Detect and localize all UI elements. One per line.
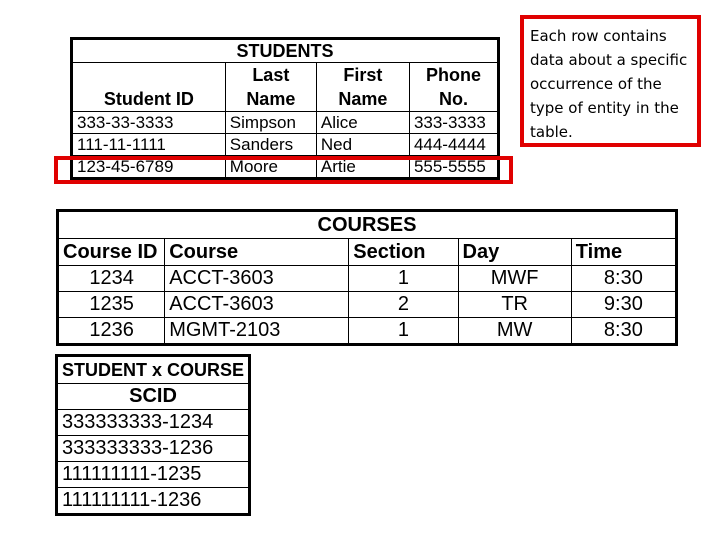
students-header-last-name-text: Last Name (246, 65, 296, 109)
callout-box (520, 15, 701, 147)
section-cell: 1 (349, 318, 458, 345)
courses-title: COURSES (58, 211, 677, 239)
table-row (57, 462, 250, 488)
table-row (57, 488, 250, 515)
students-title: STUDENTS (72, 39, 499, 63)
time-cell: 8:30 (571, 318, 676, 345)
course-id-cell: 1234 (58, 266, 165, 292)
scid-cell: 111111111-1235 (57, 462, 250, 488)
table-row (72, 112, 499, 134)
courses-header-time: Time (571, 239, 676, 266)
first-name-cell: Alice (316, 112, 409, 134)
day-cell: TR (458, 292, 571, 318)
last-name-cell: Moore (225, 156, 316, 179)
course-cell: ACCT-3603 (165, 266, 349, 292)
time-cell: 9:30 (571, 292, 676, 318)
time-cell: 8:30 (571, 266, 676, 292)
phone-cell: 555-5555 (409, 156, 498, 179)
first-name-cell: Artie (316, 156, 409, 179)
students-header-phone (409, 63, 498, 112)
course-id-cell: 1236 (58, 318, 165, 345)
scid-cell: 333333333-1234 (57, 410, 250, 436)
courses-header-course: Course (165, 239, 349, 266)
course-cell: MGMT-2103 (165, 318, 349, 345)
last-name-cell: Sanders (225, 134, 316, 156)
table-row (72, 134, 499, 156)
students-header-first-name (316, 63, 409, 112)
course-id-cell: 1235 (58, 292, 165, 318)
callout-text: Each row contains data about a specific occurrence of the type of entity in the table. (530, 27, 688, 141)
students-header-last-name (225, 63, 316, 112)
section-cell: 2 (349, 292, 458, 318)
courses-header-day: Day (458, 239, 571, 266)
students-header-first-name-text: First Name (338, 65, 388, 109)
student-x-course-title: STUDENT x COURSE (57, 356, 250, 384)
courses-table (56, 209, 678, 346)
highlighted-row-box (54, 156, 513, 184)
table-row (58, 318, 677, 345)
last-name-cell: Simpson (225, 112, 316, 134)
courses-header-course-id: Course ID (58, 239, 165, 266)
scid-cell: 333333333-1236 (57, 436, 250, 462)
phone-cell: 444-4444 (409, 134, 498, 156)
student-id-cell: 111-11-1111 (72, 134, 226, 156)
table-row (57, 436, 250, 462)
students-header-student-id: Student ID (72, 63, 226, 112)
phone-cell: 333-3333 (409, 112, 498, 134)
scid-cell: 111111111-1236 (57, 488, 250, 515)
course-cell: ACCT-3603 (165, 292, 349, 318)
courses-header-section: Section (349, 239, 458, 266)
table-row (57, 410, 250, 436)
table-row (58, 292, 677, 318)
student-x-course-table (55, 354, 251, 516)
section-cell: 1 (349, 266, 458, 292)
table-row (58, 266, 677, 292)
day-cell: MWF (458, 266, 571, 292)
first-name-cell: Ned (316, 134, 409, 156)
students-header-phone-text: Phone No. (425, 65, 481, 109)
student-id-cell: 123-45-6789 (72, 156, 226, 179)
day-cell: MW (458, 318, 571, 345)
student-id-cell: 333-33-3333 (72, 112, 226, 134)
scid-header: SCID (57, 384, 250, 410)
